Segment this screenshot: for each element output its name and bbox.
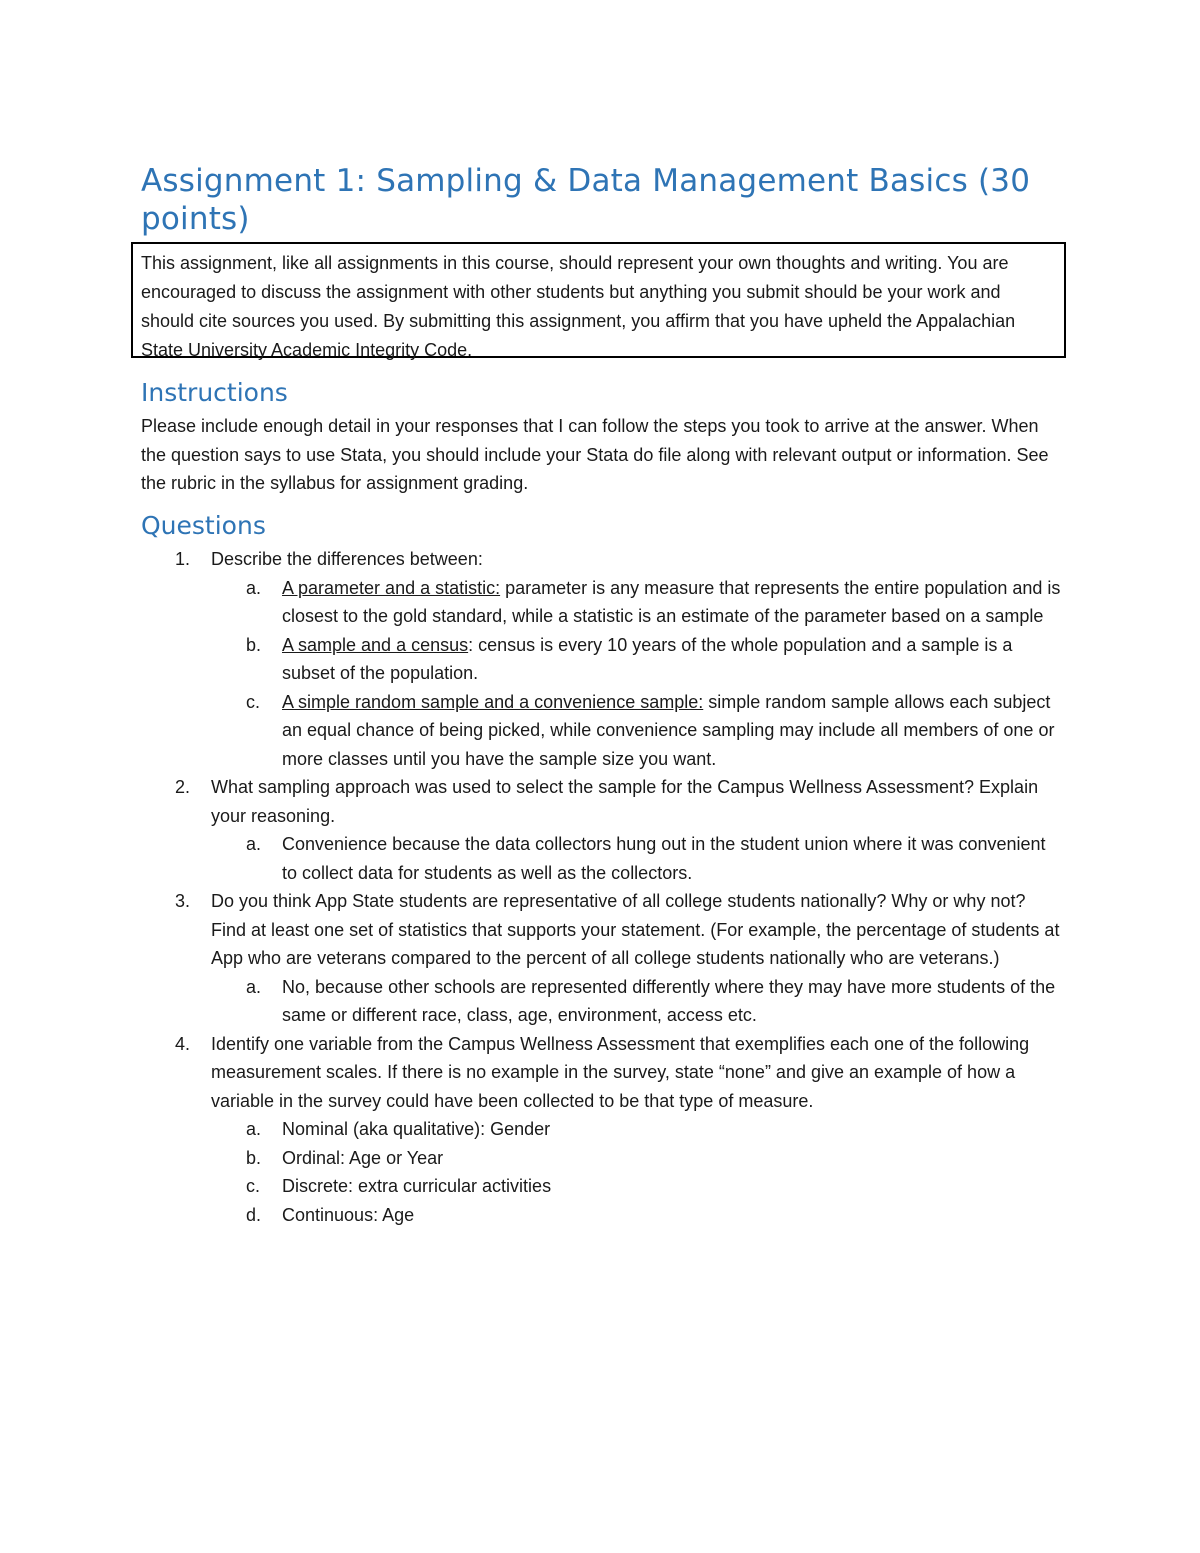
question-item xyxy=(141,773,1061,887)
answer-letter: c. xyxy=(246,691,261,712)
answer-item xyxy=(211,973,1061,1030)
questions-heading: Questions xyxy=(141,511,266,540)
answer-text: Discrete: extra curricular activities xyxy=(282,1176,552,1196)
question-item xyxy=(141,1030,1061,1230)
answer-item xyxy=(211,1201,1061,1230)
answer-text: Continuous: Age xyxy=(282,1204,415,1225)
answer-text: Convenience because the data collectors hung out in the student union where it was convenient to collect data for students as well as the collectors. xyxy=(282,834,1046,883)
answer-text: Nominal (aka qualitative): Gender xyxy=(282,1119,551,1139)
question-text: Identify one variable from the Campus Wellness Assessment that exemplifies each one of the following measurement scales. If there is no example in the survey, state “none” and give an example of how a variable in the survey could have been collected to be that type of measure. xyxy=(211,1033,1030,1111)
answer-letter: a. xyxy=(246,577,262,598)
answer-term: A sample and a census xyxy=(282,634,469,655)
integrity-statement-text: This assignment, like all assignments in this course, should represent your own thoughts and writing. You are encouraged to discuss the assignment with other students but anything you submit should be your work and should cite sources you used. By submitting this assignment, you affirm that you have upheld the Appalachian State University Academic Integrity Code. xyxy=(141,253,1016,360)
document-title: Assignment 1: Sampling & Data Management Basics (30 points) xyxy=(141,163,1031,237)
answer-item xyxy=(211,574,1061,631)
answer-text: Ordinal: Age or Year xyxy=(282,1147,444,1168)
answer-letter: c. xyxy=(246,1176,261,1196)
questions-section xyxy=(141,511,1061,1229)
answer-item xyxy=(211,830,1061,887)
answer-text: parameter is any measure that represents the entire population and is closest to the gold standard, while a statistic is an estimate of the parameter based on a sample xyxy=(282,577,1061,626)
question-list xyxy=(141,545,1061,1229)
answer-item xyxy=(211,1144,1061,1173)
answer-text: No, because other schools are represented differently where they may have more students of the same or different race, class, age, environment, access etc. xyxy=(282,976,1056,1025)
answer-term: A parameter and a statistic: xyxy=(282,577,501,598)
question-text: Describe the differences between: xyxy=(211,549,483,569)
question-text: Do you think App State students are representative of all college students nationally? Why or why not? Find at least one set of statistics that supports your statement. (For example, the percentage of students at App who are veterans compared to the percent of all college students nationally who are veterans.) xyxy=(211,891,1060,968)
answer-item xyxy=(211,1115,1061,1144)
answer-item xyxy=(211,1172,1061,1201)
question-number: 2. xyxy=(175,777,191,797)
answer-text: simple random sample allows each subject an equal chance of being picked, while convenience sampling may include all members of one or more classes until you have the sample size you want. xyxy=(282,691,1055,769)
answer-letter: a. xyxy=(246,834,262,854)
instructions-section xyxy=(141,378,1061,498)
question-text: What sampling approach was used to select the sample for the Campus Wellness Assessment? Explain your reasoning. xyxy=(211,777,1039,826)
instructions-heading: Instructions xyxy=(141,378,288,407)
answer-list xyxy=(211,574,1061,774)
answer-letter: b. xyxy=(246,634,262,655)
question-number: 4. xyxy=(175,1033,191,1054)
answer-list xyxy=(211,973,1061,1030)
answer-text: : census is every 10 years of the whole population and a sample is a subset of the population. xyxy=(282,634,1013,683)
answer-letter: a. xyxy=(246,976,262,997)
answer-letter: b. xyxy=(246,1147,262,1168)
answer-list xyxy=(211,830,1061,887)
answer-letter: a. xyxy=(246,1119,262,1139)
question-item xyxy=(141,887,1061,1030)
question-number: 1. xyxy=(175,549,191,569)
instructions-body: Please include enough detail in your responses that I can follow the steps you took to arrive at the answer. When the question says to use Stata, you should include your Stata do file along with relevant output or information. See the rubric in the syllabus for assignment grading. xyxy=(141,416,1049,493)
answer-letter: d. xyxy=(246,1204,262,1225)
answer-item xyxy=(211,688,1061,774)
question-item xyxy=(141,545,1061,773)
answer-item xyxy=(211,631,1061,688)
question-number: 3. xyxy=(175,891,191,911)
integrity-statement-box xyxy=(131,242,1066,358)
answer-list xyxy=(211,1115,1061,1229)
answer-term: A simple random sample and a convenience sample: xyxy=(282,691,704,712)
